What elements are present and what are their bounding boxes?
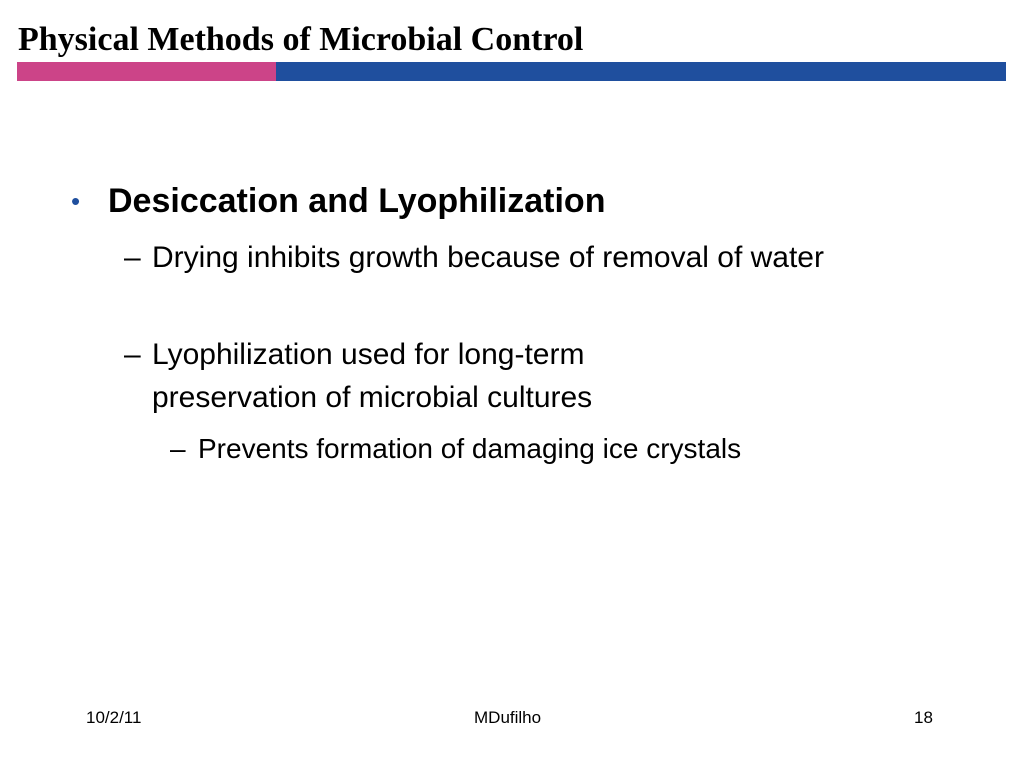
title-bar-blue-segment bbox=[276, 62, 1006, 81]
title-bar-pink-segment bbox=[17, 62, 276, 81]
sub-sub-bullet-1-text: Prevents formation of damaging ice crystals bbox=[198, 433, 742, 464]
bullet-heading: Desiccation and Lyophilization bbox=[108, 182, 606, 220]
footer-author: MDufilho bbox=[474, 708, 542, 727]
dash-icon: – bbox=[124, 338, 141, 371]
bullet-icon: • bbox=[71, 186, 81, 216]
footer-date: 10/2/11 bbox=[86, 708, 142, 727]
title-underline-bar bbox=[17, 62, 1006, 81]
sub-bullet-1-text: Drying inhibits growth because of removal of water bbox=[152, 241, 824, 274]
sub-bullet-2-text: Lyophilization used for long-term preservation of microbial cultures bbox=[152, 338, 593, 414]
slide-title: Physical Methods of Microbial Control bbox=[18, 21, 584, 58]
sub-bullet-2 bbox=[124, 333, 744, 419]
sub-sub-bullet-1 bbox=[170, 429, 930, 469]
dash-icon: – bbox=[124, 241, 141, 274]
dash-icon: – bbox=[170, 433, 186, 464]
sub-bullet-1 bbox=[124, 236, 904, 279]
footer-page-number: 18 bbox=[914, 708, 933, 727]
